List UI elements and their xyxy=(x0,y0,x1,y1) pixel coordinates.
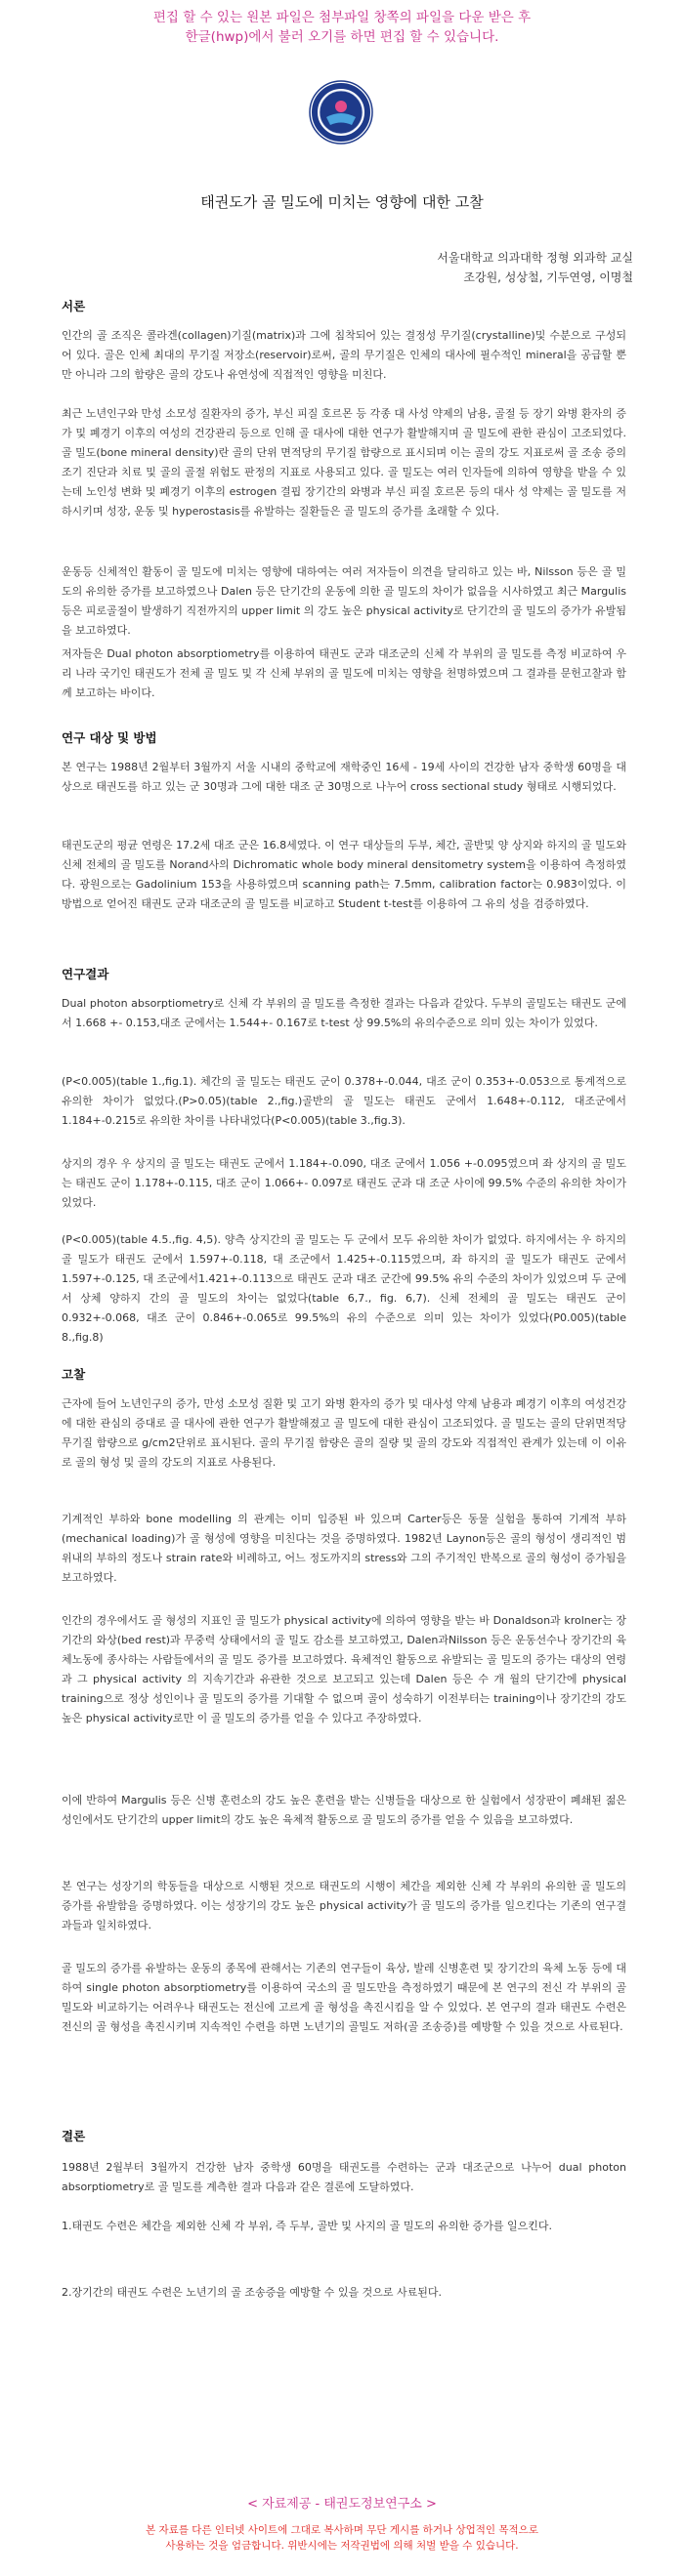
edit-notice-line-2: 한글(hwp)에서 불러 오기를 하면 편집 할 수 있습니다. xyxy=(185,29,499,45)
source-credit: < 자료제공 - 태권도정보연구소 > xyxy=(247,2497,437,2512)
section-heading-methods: 연구 대상 및 방법 xyxy=(62,730,157,745)
intro-paragraph-4: 저자들은 Dual photon absorptiometry를 이용하여 태권도 군과 대조군의 신체 각 부위의 골 밀도를 측정 비교하여 우리 나라 국기인 태권도가 전체 골 밀도 및 각 신체 부위의 골 밀도에 미치는 영향을 천명하였으며 그 결과를 문헌고찰과 함께 보고하는 바이다. xyxy=(62,647,626,699)
paper-title: 태권도가 골 밀도에 미치는 영향에 대한 고찰 xyxy=(200,193,484,211)
conclusion-item-2: 2.장기간의 태권도 수련은 노년기의 골 조송증을 예방할 수 있을 것으로 사료된다. xyxy=(62,2286,442,2299)
methods-paragraph-1: 본 연구는 1988년 2월부터 3월까지 서울 시내의 중학교에 재학중인 16세 - 19세 사이의 건강한 남자 중학생 60명을 대상으로 태권도를 하고 있는 군 30명과 그에 대한 대조 군 30명으로 나누어 cross sectional study 형태로 시행되었다. xyxy=(62,761,626,793)
copyright-warning xyxy=(0,2522,684,2554)
edit-notice-line-1: 편집 할 수 있는 원본 파일은 첨부파일 창쪽의 파일을 다운 받은 후 xyxy=(152,10,532,25)
results-paragraph-4: (P<0.005)(table 4.5.,fig. 4,5). 양측 상지간의 골 밀도는 두 군에서 모두 유의한 차이가 없었다. 하지에서는 우 하지의 골 밀도가 태권도 군에서 1.597+-0.118, 대 조군에서 1.425+-0.115였으며, 좌 하지의 골 밀도가 태권도 군에서 1.597+-0.125, 대 조군에서1.421+-0.113으로 태권도 군과 대조 군간에 99.5% 유의 수준의 차이가 있었으며 두 군에서 상체 양하지 간의 골 밀도의 차이는 없었다(table 6,7., fig. 6,7). 신체 전체의 골 밀도는 태권도 군이 0.932+-0.068, 대조 군이 0.846+-0.065로 99.5%의 유의 수준으로 의미 있는 차이가 있었다(P0.005)(table 8.,fig.8) xyxy=(62,1233,626,1344)
discussion-paragraph-2: 기계적인 부하와 bone modelling 의 관계는 이미 입증된 바 있으며 Carter등은 동물 실험을 통하여 기계적 부하(mechanical loading)가 골 형성에 영향을 미친다는 것을 증명하였다. 1982년 Laynon등은 골의 형성이 생리적인 범위내의 부하의 정도나 strain rate와 비례하고, 어느 정도까지의 stress와 그의 주기적인 반복으로 골의 형성이 증가됨을 보고하였다. xyxy=(62,1513,626,1584)
results-paragraph-2: (P<0.005)(table 1.,fig.1). 체간의 골 밀도는 태권도 군이 0.378+-0.044, 대조 군이 0.353+-0.053으로 통계적으로 유의한 차이가 없었다.(P>0.05)(table 2.,fig.)골반의 골 밀도는 태권도 군에서 1.648+-0.112, 대조군에서 1.184+-0.215로 유의한 차이를 나타내었다(P<0.005)(table 3.,fig.3). xyxy=(62,1075,626,1127)
copyright-warning-line-1: 본 자료를 다른 인터넷 사이트에 그대로 복사하며 무단 게시를 하거나 상업적인 목적으로 xyxy=(146,2524,538,2536)
discussion-paragraph-5: 본 연구는 성장기의 학동들을 대상으로 시행된 것으로 태권도의 시행이 체간을 제외한 신체 각 부위의 유의한 골 밀도의 증가를 유발함을 증명하였다. 이는 성장기의 강도 높은 physical activity가 골 밀도의 증가를 일으킨다는 기존의 연구결과들과 일치하였다. xyxy=(62,1880,626,1932)
conclusion-item-1: 1.태권도 수련은 체간을 제외한 신체 각 부위, 즉 두부, 골반 및 사지의 골 밀도의 유의한 증가를 일으킨다. xyxy=(62,2220,552,2232)
section-heading-intro: 서론 xyxy=(62,299,86,313)
discussion-paragraph-4: 이에 반하여 Margulis 등은 신병 훈련소의 강도 높은 훈련을 받는 신병들을 대상으로 한 실험에서 성장판이 폐쇄된 젊은 성인에서도 단기간의 upper limit의 강도 높은 육체적 활동으로 골 밀도의 증가를 얻을 수 있음을 보고하였다. xyxy=(62,1794,626,1826)
methods-paragraph-2: 태권도군의 평균 연령은 17.2세 대조 군은 16.8세였다. 이 연구 대상들의 두부, 체간, 골반및 양 상지와 하지의 골 밀도와 신체 전체의 골 밀도를 Norand사의 Dichromatic whole body mineral densitometry system을 이용하여 측정하였다. 광원으로는 Gadolinium 153을 사용하였으며 scanning path는 7.5mm, calibration factor는 0.983이었다. 이 방법으로 얻어진 태권도 군과 대조군의 골 밀도를 비교하고 Student t-test를 이용하여 그 유의 성을 검증하였다. xyxy=(62,839,626,910)
results-paragraph-1: Dual photon absorptiometry로 신체 각 부위의 골 밀도를 측정한 결과는 다음과 같았다. 두부의 골밀도는 태권도 군에서 1.668 +- 0.153,대조 군에서는 1.544+- 0.167로 t-test 상 99.5%의 유의수준으로 의미 있는 차이가 있었다. xyxy=(62,997,626,1029)
intro-paragraph-1: 인간의 골 조직은 콜라겐(collagen)기질(matrix)과 그에 침착되어 있는 결정성 무기질(crystalline)및 수분으로 구성되어 있다. 골은 인체 최대의 무기질 저장소(reservoir)로써, 골의 무기질은 인체의 대사에 필수적인 mineral을 공급할 뿐만 아니라 그의 함량은 골의 강도나 유연성에 직접적인 영향을 미친다. xyxy=(62,329,626,381)
author-block xyxy=(437,248,633,287)
discussion-paragraph-3: 인간의 경우에서도 골 형성의 지표인 골 밀도가 physical activity에 의하여 영향을 받는 바 Donaldson과 krolner는 장기간의 와상(bed rest)과 무중력 상태에서의 골 밀도 감소를 보고하였고, Dalen과Nilsson 등은 운동선수나 장기간의 육체노동에 종사하는 사람들에서의 골 밀도 증가를 보고하였다. 육체적인 활동으로 유발되는 골 밀도의 증가는 대상의 연령과 그 physical activity 의 지속기간과 유관한 것으로 보고되고 있는데 Dalen 등은 수 개 월의 단기간에 physical training으로 정상 성인이나 골 밀도의 증가를 기대할 수 없으며 골이 성숙하기 이전부터는 training이나 장기간의 강도 높은 physical activity로만 이 골 밀도의 증가를 얻을 수 있다고 주장하였다. xyxy=(62,1614,626,1724)
discussion-paragraph-6: 골 밀도의 증가를 유발하는 운동의 종목에 관해서는 기존의 연구들이 육상, 발레 신병훈련 및 장기간의 육체 노동 등에 대하여 single photon absorptiometry를 이용하여 국소의 골 밀도만을 측정하였기 때문에 본 연구의 전신 각 부위의 골밀도와 비교하기는 어려우나 태권도는 전신에 고르게 골 형성을 촉진시킴을 알 수 있었다. 본 연구의 결과 태권도 수련은 전신의 골 형성을 촉진시키며 지속적인 수련을 하면 노년기의 골밀도 저하(골 조송증)를 예방할 수 있을 것으로 사료된다. xyxy=(62,1962,626,2033)
discussion-paragraph-1: 근자에 들어 노년인구의 증가, 만성 소모성 질환 및 고기 와병 환자의 증가 및 대사성 약제 남용과 폐경기 이후의 여성건강에 대한 관심의 증대로 골 대사에 관한 연구가 활발해졌고 골 밀도에 대한 관심이 고조되었다. 골 밀도는 골의 단위면적당무기질 함량으로 g/cm2단위로 표시된다. 골의 무기질 함량은 골의 질량 및 골의 강도와 직접적인 관계가 있는데 이 이유로 골의 형성 및 골의 강도의 지표로 사용된다. xyxy=(62,1397,626,1469)
section-heading-results: 연구결과 xyxy=(62,967,109,981)
section-heading-conclusion: 결론 xyxy=(62,2129,86,2143)
conclusion-list-2 xyxy=(62,2283,626,2303)
institute-seal-logo xyxy=(309,80,373,145)
section-heading-discussion: 고찰 xyxy=(62,1367,86,1382)
intro-paragraph-2: 최근 노년인구와 만성 소모성 질환자의 증가, 부신 피질 호르몬 등 각종 대 사성 약제의 남용, 골절 등 장기 와병 환자의 증가 및 폐경기 이후의 여성의 건강관리 등으로 인해 골 대사에 대한 연구가 활발해지며 골 밀도에 관한 관심이 고조되었다. 골 밀도(bone mineral density)란 골의 단위 면적당의 무기질 함량으로 표시되며 이는 골의 강도 지표로써 골 조송 증의 조기 진단과 치료 및 골의 골절 위험도 판정의 지표로 사용되고 있다. 골 밀도는 여러 인자들에 의하여 영향을 받을 수 있는데 노인성 변화 및 폐경기 이후의 estrogen 결핍 장기간의 와병과 부신 피질 호르몬 등의 대사 성 약제는 골 밀도를 저하시키며 성장, 운동 및 hyperostasis를 유발하는 질환들은 골 밀도의 증가를 초래할 수 있다. xyxy=(62,407,626,518)
conclusion-list xyxy=(62,2217,626,2236)
intro-paragraph-3: 운동등 신체적인 활동이 골 밀도에 미치는 영향에 대하여는 여러 저자들이 의견을 달리하고 있는 바, Nilsson 등은 골 밀도의 유의한 증가를 보고하였으나 Dalen 등은 단기간의 운동에 의한 골 밀도의 차이가 없음을 시사하였고 최근 Margulis 등은 피로골절이 발생하기 직전까지의 upper limit 의 강도 높은 physical activity로 단기간의 골 밀도의 증가가 유발됨을 보고하였다. xyxy=(62,565,626,637)
results-paragraph-3: 상지의 경우 우 상지의 골 밀도는 태권도 군에서 1.184+-0.090, 대조 군에서 1.056 +-0.095였으며 좌 상지의 골 밀도는 태권도 군이 1.178+-0.115, 대조 군이 1.066+- 0.097로 태권도 군과 대 조군 사이에 99.5% 수준의 유의한 차이가 있었다. xyxy=(62,1157,626,1209)
copyright-warning-line-2: 사용하는 것을 엄금합니다. 위반시에는 저작권법에 의해 처벌 받을 수 있습니다. xyxy=(165,2540,519,2552)
authors: 조강원, 성상철, 기두연영, 이명철 xyxy=(463,270,633,284)
conclusion-intro: 1988년 2월부터 3월까지 건강한 남자 중학생 60명을 태권도를 수련하는 군과 대조군으로 나누어 dual photon absorptiometry로 골 밀도를 계측한 결과 다음과 같은 결론에 도달하였다. xyxy=(62,2161,626,2193)
affiliation: 서울대학교 의과대학 정형 외과학 교실 xyxy=(437,251,633,265)
